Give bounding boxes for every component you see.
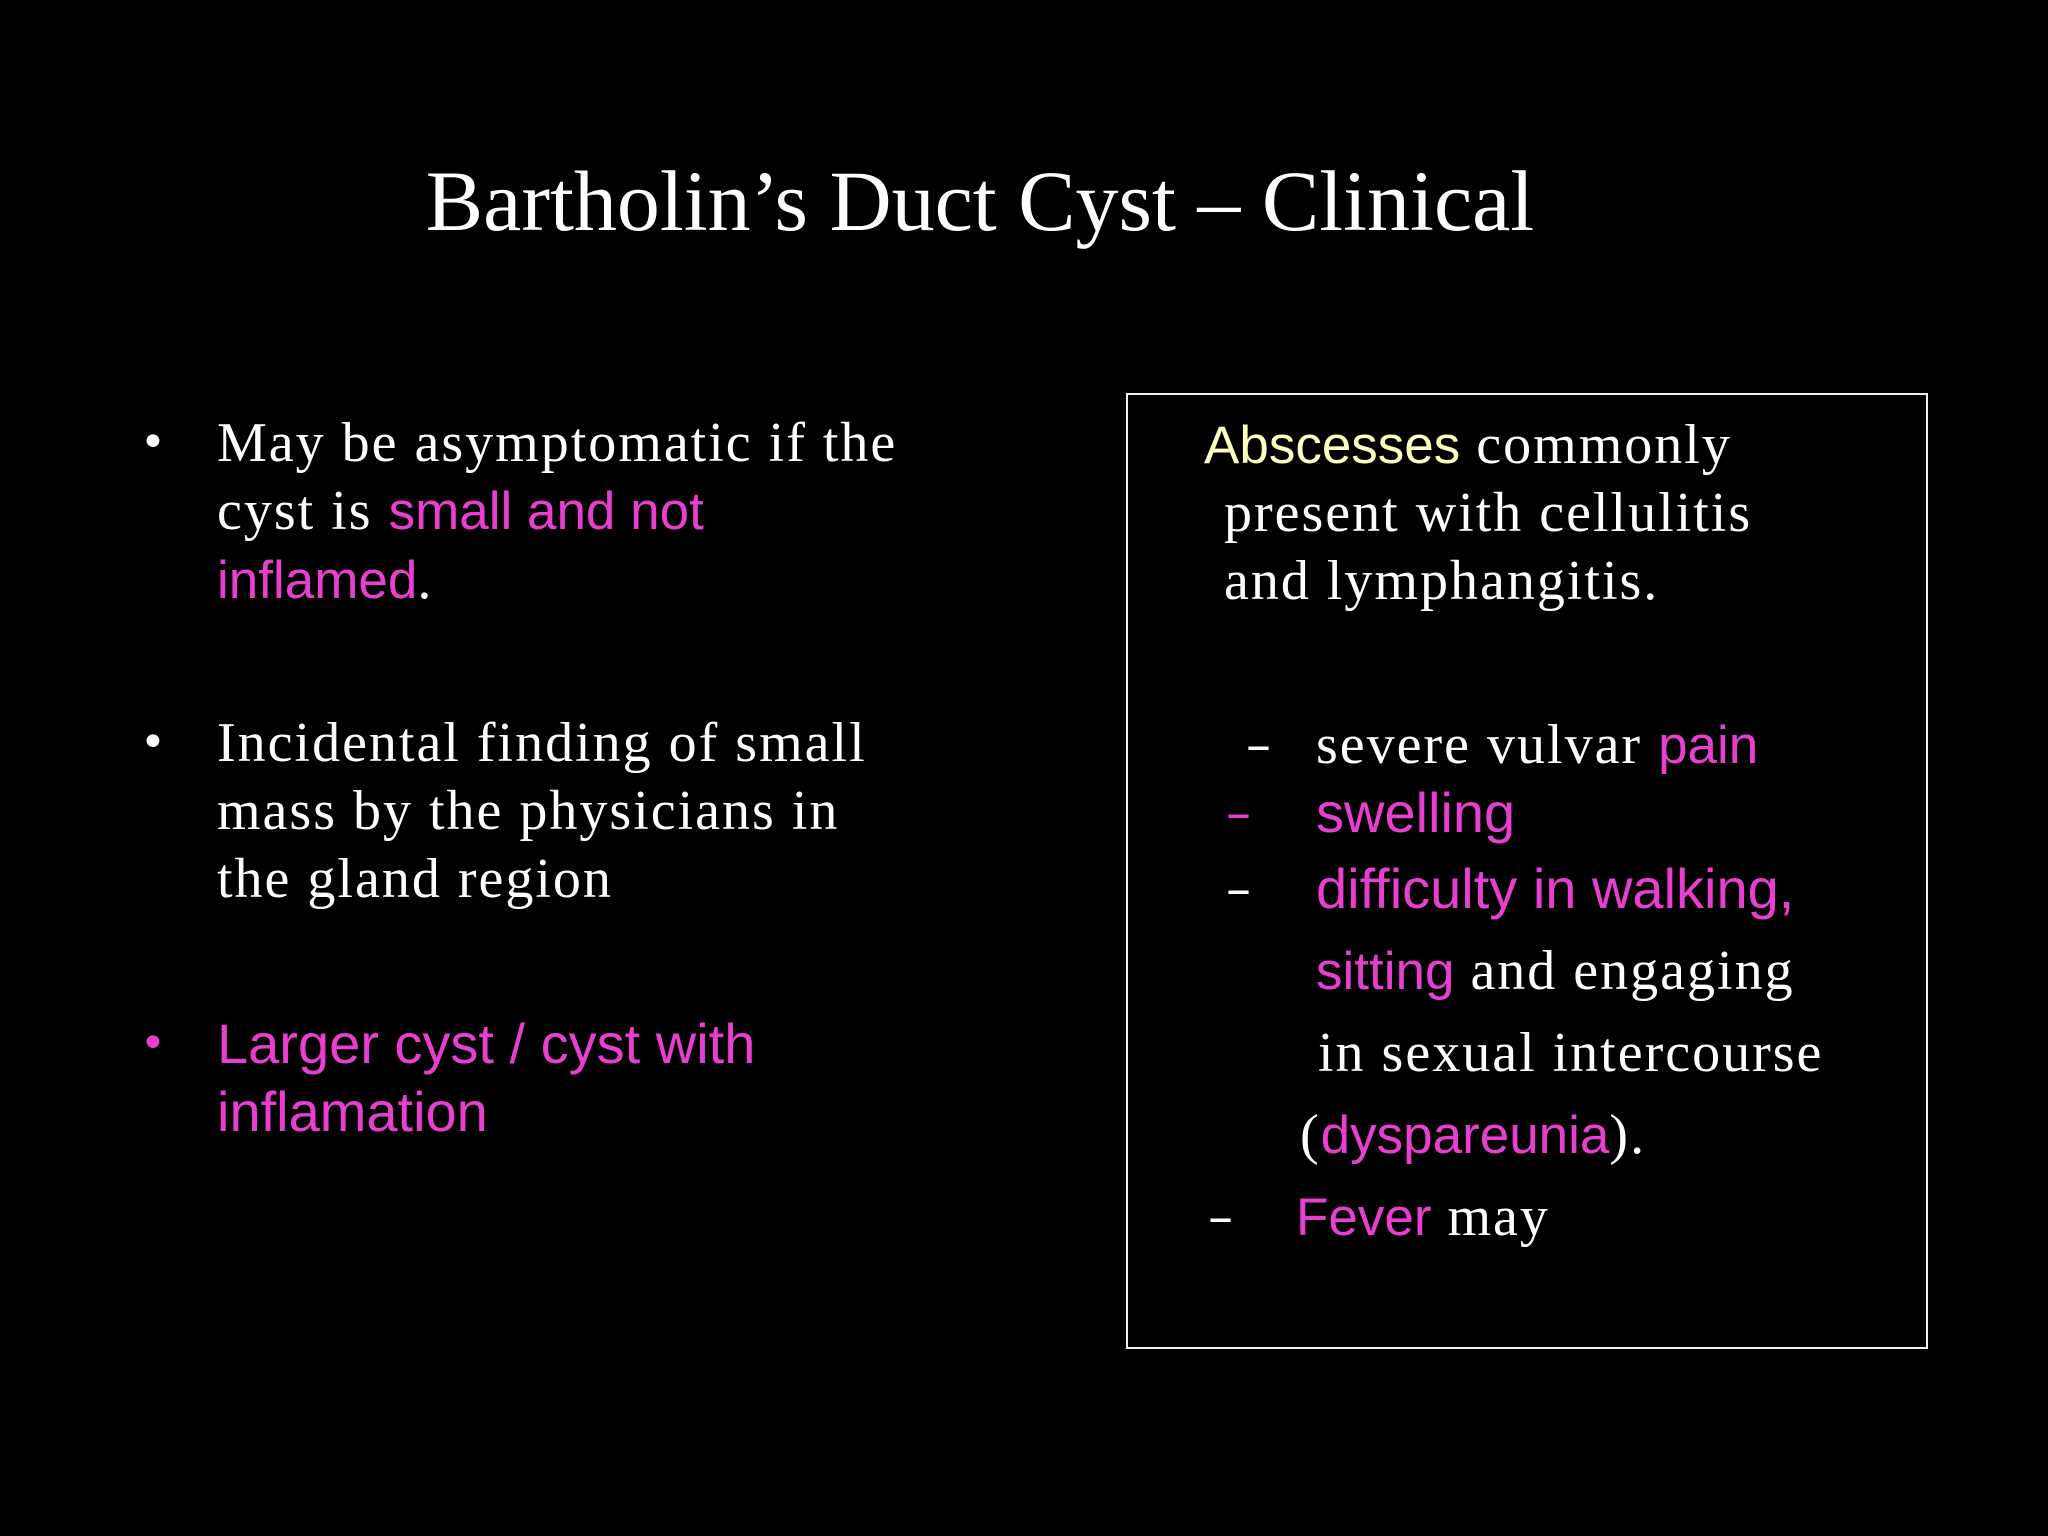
intro-text-segment: commonly	[1460, 414, 1732, 476]
bullet-text	[217, 1010, 1037, 1146]
bullet-line: the gland region	[217, 848, 613, 910]
bullet-icon: •	[140, 717, 166, 768]
bullet-line: mass by the physicians in	[217, 780, 840, 842]
highlight-text: sitting	[1316, 942, 1455, 1001]
bullet-line	[217, 546, 1037, 615]
symptom-text-segment: severe vulvar	[1316, 714, 1659, 776]
symptom-pain	[1316, 711, 1758, 780]
dash-icon: –	[1208, 1188, 1233, 1246]
dash-icon: –	[1226, 860, 1251, 918]
symptom-text-segment: may	[1431, 1186, 1550, 1248]
dash-icon: –	[1246, 716, 1271, 774]
bullet-line: Incidental finding of small	[217, 712, 867, 774]
abscess-intro-line: and lymphangitis.	[1224, 550, 1660, 612]
bullet-text-segment: .	[417, 549, 434, 611]
dash-icon: –	[1226, 784, 1251, 842]
highlight-text: dyspareunia	[1320, 1106, 1610, 1165]
highlight-text: inflamed	[217, 551, 418, 610]
bullet-text	[217, 409, 1037, 615]
symptom-difficulty-line	[1316, 937, 1795, 1006]
bullet-line: May be asymptomatic if the	[217, 412, 898, 474]
bullet-line: inflamation	[217, 1080, 488, 1143]
symptom-fever	[1296, 1183, 1550, 1252]
bullet-text	[217, 709, 1037, 913]
symptom-swelling: swelling	[1316, 781, 1516, 844]
bullet-line	[217, 477, 1037, 546]
symptom-difficulty-line	[1300, 1101, 1646, 1170]
symptom-difficulty-line: in sexual intercourse	[1318, 1022, 1824, 1084]
bullet-icon: •	[140, 1018, 166, 1069]
highlight-text: Fever	[1296, 1188, 1432, 1247]
symptom-text-segment: ).	[1609, 1104, 1647, 1166]
abscess-box	[1126, 393, 1928, 1349]
symptom-difficulty-line: difficulty in walking,	[1316, 857, 1795, 920]
symptom-text-segment: (	[1300, 1104, 1321, 1166]
abscess-intro-line	[1204, 411, 1732, 480]
bullet-line: Larger cyst / cyst with	[217, 1012, 756, 1075]
highlight-text: Abscesses	[1204, 416, 1461, 475]
slide-title: Bartholin’s Duct Cyst – Clinical	[425, 153, 1535, 249]
highlight-text: pain	[1658, 716, 1759, 775]
symptom-text-segment: and engaging	[1454, 940, 1795, 1002]
highlight-text: small and not	[388, 482, 704, 541]
abscess-intro-line: present with cellulitis	[1224, 482, 1753, 544]
bullet-icon: •	[140, 417, 166, 468]
bullet-text-segment: cyst is	[217, 480, 389, 542]
